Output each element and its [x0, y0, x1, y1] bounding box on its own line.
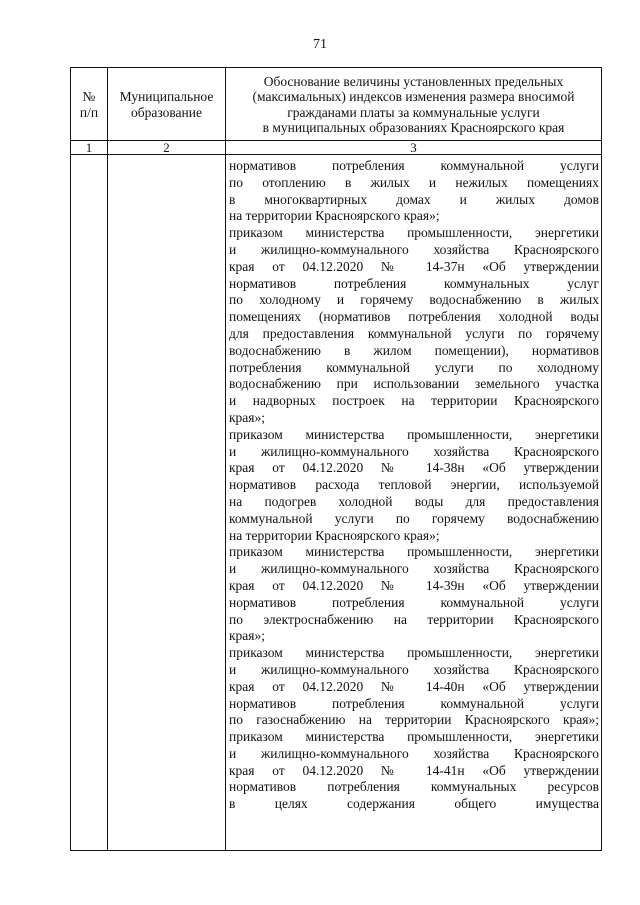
- text-line: нормативов потребления коммунальной услуги: [229, 695, 599, 711]
- text-line: для предоставления коммунальной услуги по горячему: [229, 325, 599, 341]
- header-line: образование: [131, 104, 202, 120]
- column-divider: [107, 68, 108, 850]
- header-line: Муниципальное: [119, 89, 214, 104]
- text-line: нормативов расхода тепловой энергии, используемой: [229, 477, 599, 493]
- text-line: нормативов потребления коммунальных услуг: [229, 275, 599, 291]
- text-line: и жилищно-коммунального хозяйства Красноярского: [229, 561, 599, 577]
- text-line: в многоквартирных домах и жилых домов: [229, 191, 599, 207]
- header-line: (максимальных) индексов изменения размера вносимой: [252, 89, 575, 104]
- text-line: края от 04.12.2020 № 14-39н «Об утверждении: [229, 577, 599, 593]
- column-divider: [225, 68, 226, 850]
- text-line: водоснабжению в жилом помещении), нормативов: [229, 342, 599, 358]
- text-line: по холодному и горячему водоснабжению в жилых: [229, 292, 599, 308]
- text-line: приказом министерства промышленности, энергетики: [229, 225, 599, 241]
- header-line: п/п: [79, 104, 99, 120]
- text-line: приказом министерства промышленности, энергетики: [229, 729, 599, 745]
- text-line: нормативов потребления коммунальной услуги: [229, 158, 599, 173]
- header-line: гражданами платы за коммунальные услуги: [287, 104, 540, 120]
- text-line: на территории Красноярского края»;: [229, 208, 440, 224]
- text-line: и жилищно-коммунального хозяйства Красноярского: [229, 241, 599, 257]
- text-line: приказом министерства промышленности, энергетики: [229, 426, 599, 442]
- text-line: края от 04.12.2020 № 14-41н «Об утверждении: [229, 762, 599, 778]
- header-col-municipality: [108, 68, 225, 141]
- text-line: по отоплению в жилых и нежилых помещениях: [229, 174, 599, 190]
- text-line: помещениях (нормативов потребления холодной воды: [229, 309, 599, 325]
- text-line: и жилищно-коммунального хозяйства Красноярского: [229, 661, 599, 677]
- text-line: приказом министерства промышленности, энергетики: [229, 645, 599, 661]
- text-line: на подогрев холодной воды для предоставления: [229, 493, 599, 509]
- column-number: 1: [85, 140, 93, 155]
- header-col-number: [71, 68, 107, 141]
- header-line: Обоснование величины установленных предельных: [263, 73, 564, 89]
- header-col-justification: [226, 68, 601, 141]
- text-line: по газоснабжению на территории Красноярского края»;: [229, 712, 599, 728]
- header-line: №: [82, 89, 96, 104]
- page-number: 71: [313, 37, 327, 52]
- justification-text: [229, 158, 599, 813]
- text-line: водоснабжению при использовании земельного участка: [229, 376, 599, 392]
- header-line: в муниципальных образованиях Красноярского края: [262, 120, 565, 135]
- text-line: коммунальной услуги по горячему водоснабжению: [229, 510, 599, 526]
- text-line: края»;: [229, 628, 266, 644]
- column-number: 2: [163, 140, 170, 155]
- text-line: по электроснабжению на территории Красноярского: [229, 611, 599, 627]
- text-line: края»;: [229, 409, 266, 425]
- text-line: и надворных построек на территории Красноярского: [229, 393, 599, 409]
- text-line: на территории Красноярского края»;: [229, 527, 440, 543]
- text-line: края от 04.12.2020 № 14-37н «Об утверждении: [229, 258, 599, 274]
- column-number: 3: [410, 140, 417, 155]
- text-line: края от 04.12.2020 № 14-40н «Об утверждении: [229, 678, 599, 694]
- text-line: нормативов потребления коммунальных ресурсов: [229, 779, 599, 795]
- text-line: потребления коммунальной услуги по холодному: [229, 359, 599, 375]
- justification-table: [70, 67, 602, 851]
- text-line: нормативов потребления коммунальной услуги: [229, 594, 599, 610]
- text-line: края от 04.12.2020 № 14-38н «Об утверждении: [229, 460, 599, 476]
- text-line: в целях содержания общего имущества: [229, 796, 599, 812]
- text-line: и жилищно-коммунального хозяйства Красноярского: [229, 745, 599, 761]
- text-line: и жилищно-коммунального хозяйства Красноярского: [229, 443, 599, 459]
- text-line: приказом министерства промышленности, энергетики: [229, 544, 599, 560]
